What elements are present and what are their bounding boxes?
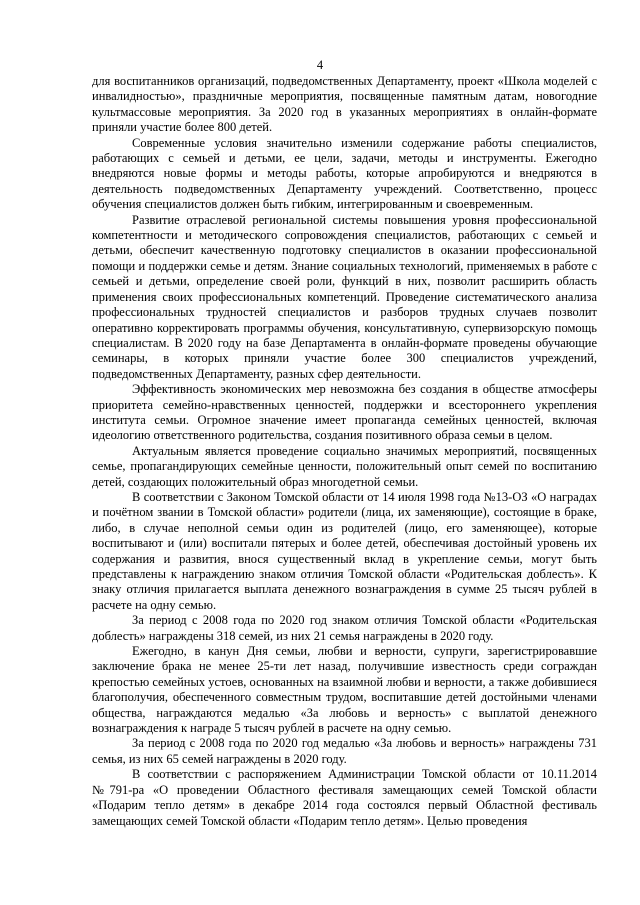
paragraph-9: За период с 2008 года по 2020 год медалью «За любовь и верность» награждены 731 семья, из них 65 семей награждены в 2020 году. [92, 736, 597, 766]
paragraph-1: для воспитанников организаций, подведомственных Департаменту, проект «Школа моделей с инвалидностью», праздничные мероприятия, посвященные памятным датам, новогодние культмассовые мероприятия. За 2020 год в указанных мероприятиях в онлайн-формате приняли участие более 800 детей. [92, 74, 597, 135]
document-body [92, 74, 597, 829]
paragraph-10: В соответствии с распоряжением Администрации Томской области от 10.11.2014 №791-ра «О проведении Областного фестиваля замещающих семей Томской области «Подарим тепло детям» в декабре 2014 года состоялся первый Областной фестиваль замещающих семей Томской области «Подарим тепло детям». Целью проведения [92, 767, 597, 828]
paragraph-7: За период с 2008 года по 2020 год знаком отличия Томской области «Родительская доблесть» награждены 318 семей, из них 21 семья награждены в 2020 году. [92, 613, 597, 643]
paragraph-5: Актуальным является проведение социально значимых мероприятий, посвященных семье, пропагандирующих семейные ценности, положительный опыт семей по воспитанию детей, создающих положительный образ многодетной семьи. [92, 443, 597, 489]
paragraph-4: Эффективность экономических мер невозможна без создания в обществе атмосферы приоритета семейно-нравственных ценностей, поддержки и всестороннего укрепления института семьи. Огромное значение имеет пропаганда семейных ценностей, включая идеологию ответственного родительства, создания позитивного образа семьи в целом. [92, 382, 597, 443]
paragraph-2: Современные условия значительно изменили содержание работы специалистов, работающих с семьей и детьми, ее цели, задачи, методы и инструменты. Ежегодно внедряются новые формы и методы работы, которые апробируются и внедряются в деятельность подведомственных Департаменту учреждений. Соответственно, процесс обучения специалистов должен быть гибким, интегрированным и своевременным. [92, 135, 597, 212]
paragraph-6: В соответствии с Законом Томской области от 14 июля 1998 года №13-ОЗ «О наградах и почётном звании в Томской области» родители (лица, их заменяющие), состоящие в браке, либо, в случае неполной семьи один из родителей (лицо, его заменяющее), которые воспитывают и (или) воспитали пятерых и более детей, обеспечивая достойный уровень их содержания и развития, внося существенный вклад в укрепление семьи, могут быть представлены к награждению знаком отличия Томской области «Родительская доблесть». К знаку отличия прилагается выплата денежного вознаграждения в сумме 25 тысяч рублей в расчете на одну семью. [92, 489, 597, 612]
paragraph-8: Ежегодно, в канун Дня семьи, любви и верности, супруги, зарегистрировавшие заключение брака не менее 25-ти лет назад, получившие известность среди сограждан крепостью семейных устоев, основанных на взаимной любви и верности, а также добившиеся благополучия, обеспеченного совместным трудом, воспитавшие детей достойными членами общества, награждаются медалью «За любовь и верность» с выплатой денежного вознаграждения к награде 5 тысяч рублей в расчете на одну семью. [92, 644, 597, 736]
page-number: 4 [316, 58, 324, 72]
paragraph-3: Развитие отраслевой региональной системы повышения уровня профессиональной компетентности и методического сопровождения специалистов, работающих с семьей и детьми, обеспечит качественную подготовку специалистов в оказании профессиональной помощи и поддержки семье и детям. Знание социальных технологий, применяемых в работе с семьей и детьми, определение своей роли, функций в них, позволит расширить область применения своих профессиональных компетенций. Проведение систематического анализа профессиональных трудностей специалистов и разборов трудных случаев позволит оперативно корректировать программы обучения, консультативную, супервизорскую помощь специалистам. В 2020 году на базе Департамента в онлайн-формате проведены обучающие семинары, в которых приняли участие более 300 специалистов учреждений, подведомственных Департаменту, разных сфер деятельности. [92, 212, 597, 381]
